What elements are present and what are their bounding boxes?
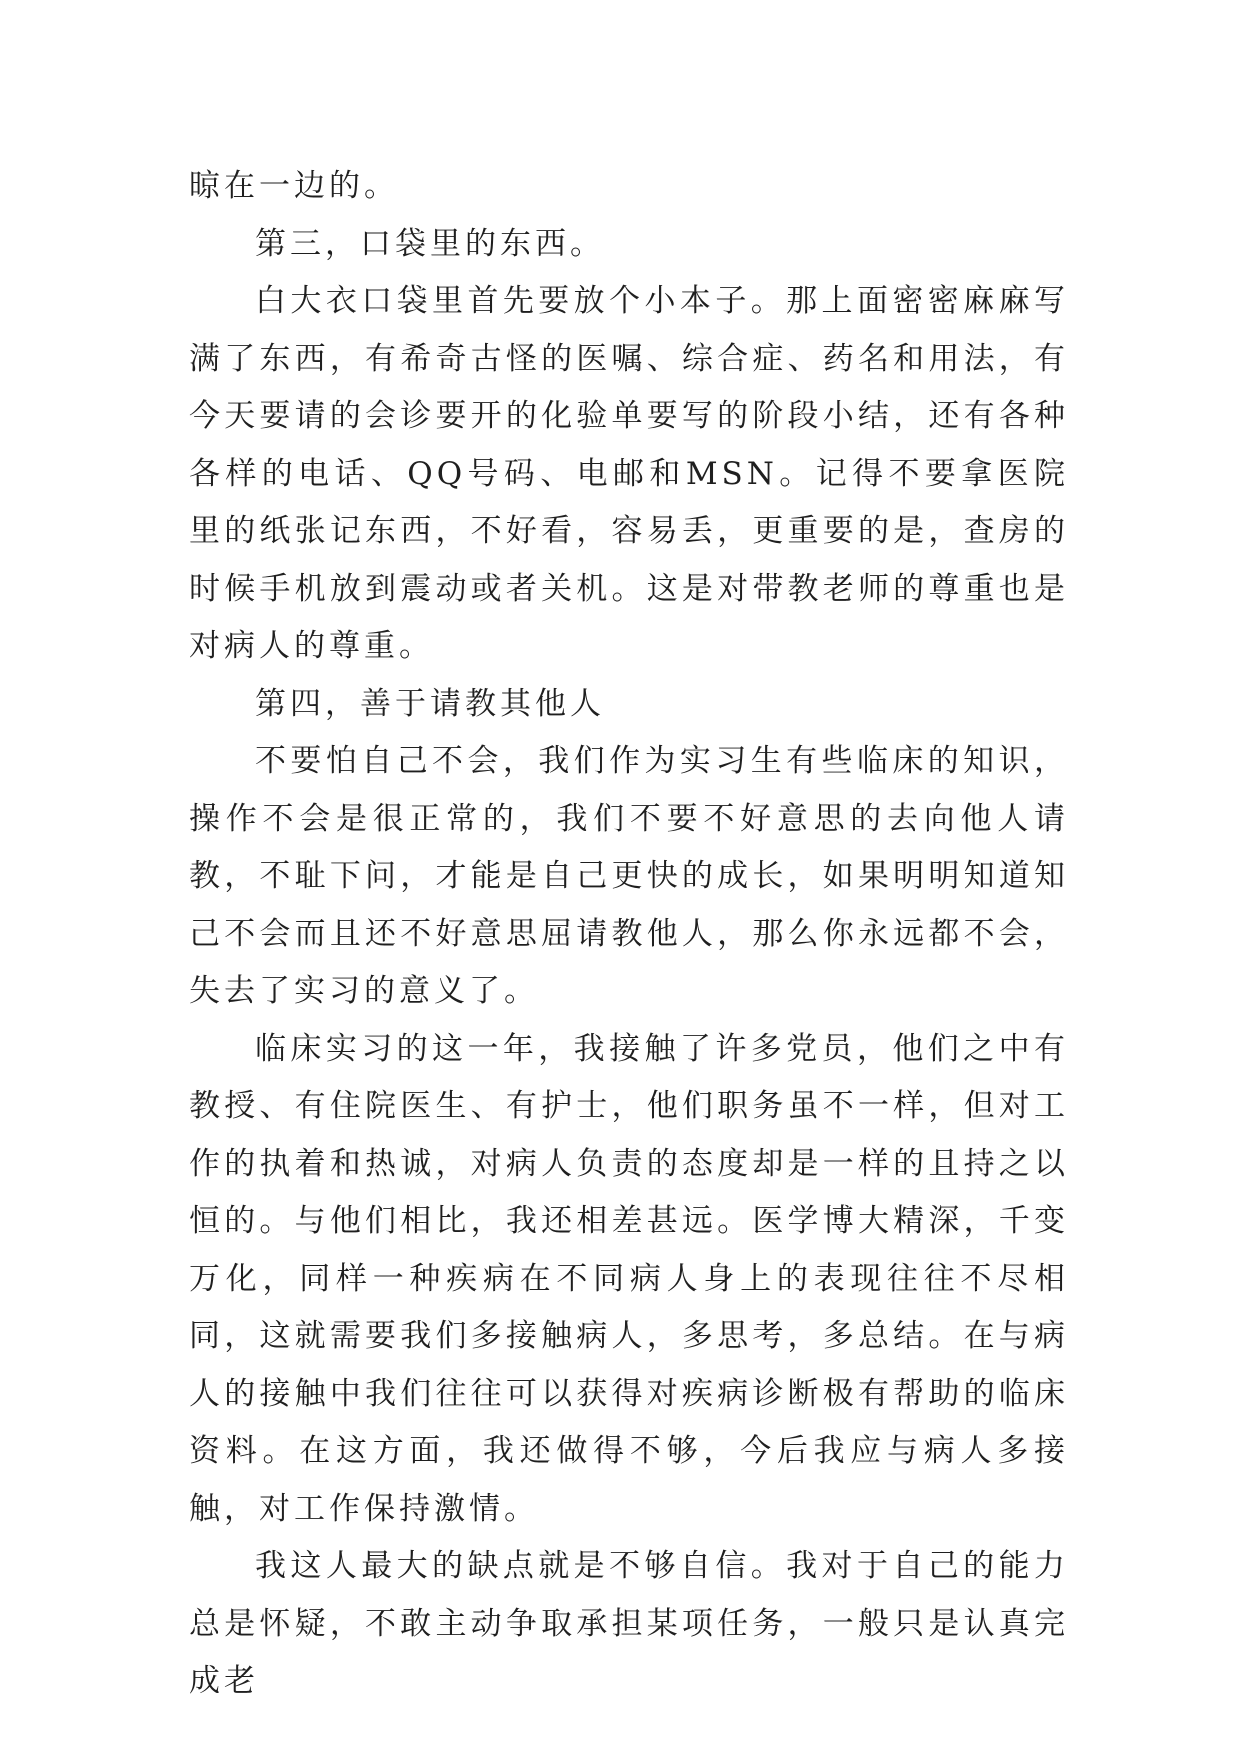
heading-ask-others: 第四，善于请教其他人 <box>255 685 605 722</box>
paragraph-self-confidence: 我这人最大的缺点就是不够自信。我对于自己的能力总是怀疑，不敢主动争取承担某项任务，一般只是认真完成老 <box>189 1548 1069 1699</box>
paragraph-ask-others: 不要怕自己不会，我们作为实习生有些临床的知识，操作不会是很正常的，我们不要不好意思的去向他人请教，不耻下问，才能是自己更快的成长，如果明明知道知己不会而且还不好意思屈请教他人，那么你永远都不会，失去了实习的意义了。 <box>189 743 1069 1009</box>
paragraph-pocket-notebook: 白大衣口袋里首先要放个小本子。那上面密密麻麻写满了东西，有希奇古怪的医嘱、综合症、药名和用法，有今天要请的会诊要开的化验单要写的阶段小结，还有各种各样的电话、QQ号码、电邮和MSN。记得不要拿医院里的纸张记东西，不好看，容易丢，更重要的是，查房的时候手机放到震动或者关机。这是对带教老师的尊重也是对病人的尊重。 <box>189 283 1069 664</box>
paragraph-clinical-year: 临床实习的这一年，我接触了许多党员，他们之中有教授、有住院医生、有护士，他们职务虽不一样，但对工作的执着和热诚，对病人负责的态度却是一样的且持之以恒的。与他们相比，我还相差甚远。医学博大精深，千变万化，同样一种疾病在不同病人身上的表现往往不尽相同，这就需要我们多接触病人，多思考，多总结。在与病人的接触中我们往往可以获得对疾病诊断极有帮助的临床资料。在这方面，我还做得不够，今后我应与病人多接触，对工作保持激情。 <box>189 1030 1069 1527</box>
paragraph-continuation: 晾在一边的。 <box>189 168 399 204</box>
heading-pocket-items: 第三，口袋里的东西。 <box>255 225 605 262</box>
document-body <box>189 158 1069 1711</box>
